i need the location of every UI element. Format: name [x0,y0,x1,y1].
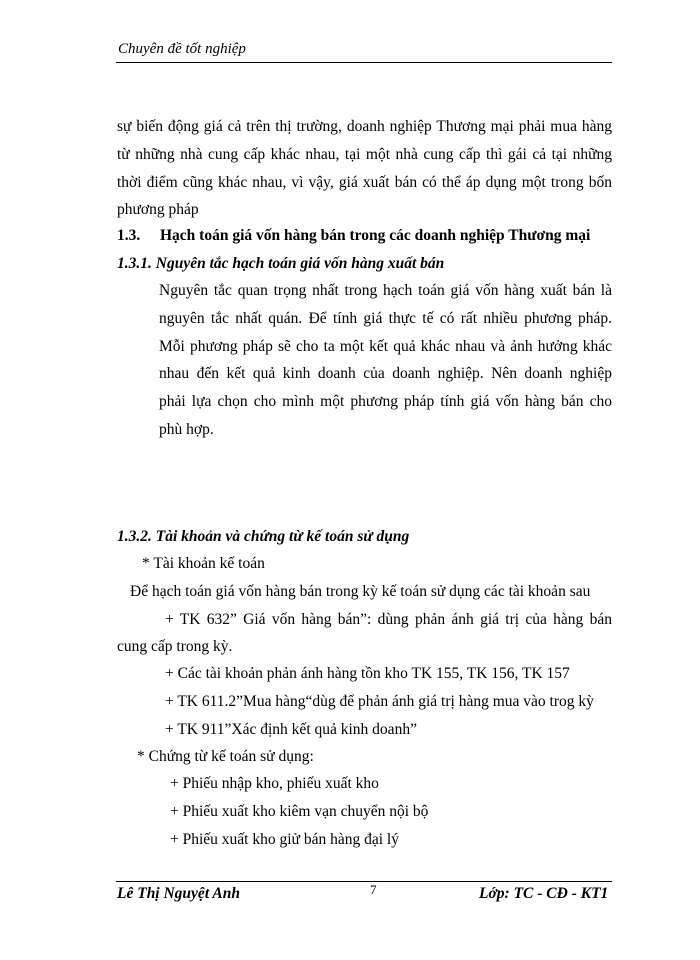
footer-divider [116,881,612,882]
subsection-heading: 1.3.2. Tài khoản và chứng từ kế toán sử dụng [117,528,410,545]
running-header: Chuyên đề tốt nghiệp [118,41,246,57]
account-item-continuation: cung cấp trong kỳ. [117,638,233,655]
paragraph-line: sự biến động giá cả trên thị trường, doanh nghiệp Thương mại phải mua hàng [117,118,612,135]
account-item: + TK 611.2”Mua hàng“dùg để phản ánh giá trị hàng mua vào trog kỳ [165,693,594,710]
voucher-item: + Phiếu xuất kho giử bán hàng đại lý [170,831,399,848]
account-item: + Các tài khoản phản ánh hàng tồn kho TK 155, TK 156, TK 157 [165,665,570,682]
account-item: + TK 632” Giá vốn hàng bán”: dùng phản ánh giá trị của hàng bán [165,611,612,628]
paragraph-line: thời điểm cũng khác nhau, vì vậy, giá xuất bán có thể áp dụng một trong bốn [117,174,612,191]
subsection-heading: 1.3.1. Nguyên tắc hạch toán giá vốn hàng xuất bán [117,255,445,272]
page-number: 7 [370,882,377,897]
paragraph-line: phải lựa chọn cho mình một phương pháp tính giá vốn hàng bán cho [159,393,612,410]
voucher-item: + Phiếu xuất kho kiêm vạn chuyển nội bộ [170,803,429,820]
paragraph-line: phương pháp [117,201,199,218]
accounts-label: * Tài khoản kế toán [142,555,265,572]
paragraph-line: phù hợp. [159,421,214,438]
voucher-item: + Phiếu nhập kho, phiếu xuất kho [170,775,379,792]
accounts-intro: Để hạch toán giá vốn hàng bán trong kỳ kế toán sử dụng các tài khoản sau [130,583,591,600]
paragraph-line: Mỗi phương pháp sẽ cho ta một kết quả khác nhau và ảnh hưởng khác [159,338,612,355]
footer-class: Lớp: TC - CĐ - KT1 [479,885,609,902]
paragraph-line: nhau đến kết quả kinh doanh của doanh nghiệp. Nên doanh nghiệp [159,365,612,382]
header-divider [116,62,612,63]
section-heading: Hạch toán giá vốn hàng bán trong các doanh nghiệp Thương mại [160,227,591,244]
paragraph-line: từ những nhà cung cấp khác nhau, tại một nhà cung cấp thì gái cả tại những [117,146,612,163]
section-number: 1.3. [117,227,141,244]
footer-author: Lê Thị Nguyệt Anh [117,885,241,902]
vouchers-label: * Chứng từ kế toán sử dụng: [137,748,314,765]
paragraph-line: Nguyên tắc quan trọng nhất trong hạch toán giá vốn hàng xuất bán là [159,282,612,299]
paragraph-line: nguyên tắc nhất quán. Để tính giá thực tế có rất nhiều phương pháp. [159,310,612,327]
account-item: + TK 911”Xác định kết quả kinh doanh” [165,721,417,738]
